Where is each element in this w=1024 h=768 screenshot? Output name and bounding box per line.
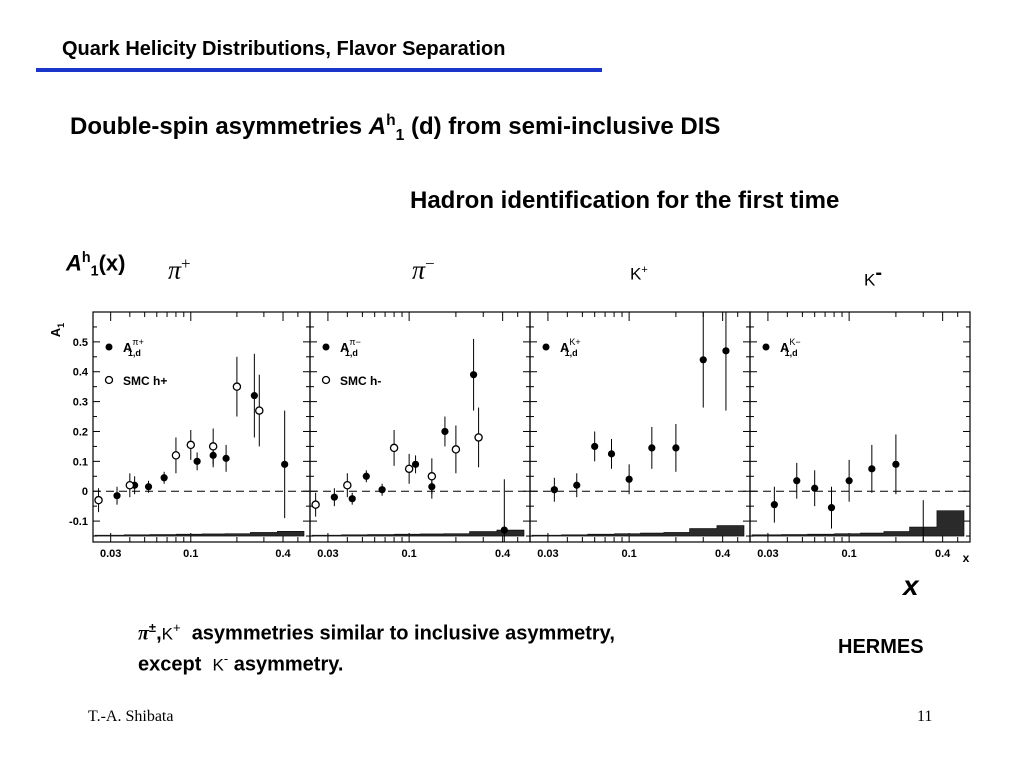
data-point-open xyxy=(210,443,217,450)
legend-label-sub: 1,d xyxy=(344,348,358,358)
subtitle: Hadron identification for the first time xyxy=(410,187,840,214)
data-point-filled xyxy=(441,428,448,435)
data-point-open xyxy=(390,444,397,451)
y-tick-label: 0 xyxy=(81,486,88,499)
y-tick-label: 0.3 xyxy=(72,396,88,409)
legend-marker-filled xyxy=(106,344,113,351)
y-axis-label xyxy=(48,323,66,337)
data-point-filled xyxy=(470,371,477,378)
note-pi-sup: ± xyxy=(148,620,157,635)
y-axis-label-sub: 1 xyxy=(56,322,66,328)
legend-label-sub: 1,d xyxy=(127,348,141,358)
y-tick-label: -0.1 xyxy=(69,516,88,529)
data-point-filled xyxy=(551,486,558,493)
data-point-open xyxy=(452,446,459,453)
panel-1 xyxy=(93,312,310,542)
x-tick-label: 0.4 xyxy=(495,548,511,560)
note-k-sup: + xyxy=(172,620,181,635)
legend-label-sub: 1,d xyxy=(564,348,578,358)
legend-marker-open xyxy=(106,377,113,384)
legend-label-sup: π+ xyxy=(132,337,144,347)
x-tick-label: 0.4 xyxy=(935,548,951,560)
data-point-filled xyxy=(363,473,370,480)
legend-label: SMC h- xyxy=(340,374,382,388)
data-point-filled xyxy=(501,526,508,533)
data-point-filled xyxy=(573,482,580,489)
panel-title-base: π xyxy=(412,255,426,285)
data-point-filled xyxy=(828,504,835,511)
big-x-label: x xyxy=(903,570,919,601)
data-point-open xyxy=(406,465,413,472)
data-point-filled xyxy=(113,492,120,499)
legend-label-base: A xyxy=(123,340,133,355)
panel-title-base: K xyxy=(630,264,642,284)
data-point-open xyxy=(312,501,319,508)
panel-title-base: K xyxy=(864,270,876,290)
note-line2-post: asymmetry. xyxy=(233,653,344,676)
data-point-filled xyxy=(222,455,229,462)
data-point-filled xyxy=(846,477,853,484)
y-tick-label: 0.1 xyxy=(72,456,88,469)
panel-title-sup: - xyxy=(875,262,883,284)
data-point-filled xyxy=(331,494,338,501)
legend-label-sub: 1,d xyxy=(784,348,798,358)
legend-label-base: A xyxy=(340,340,350,355)
legend-label: SMC h+ xyxy=(123,374,168,388)
note-line2-k: K xyxy=(212,655,224,675)
data-point-filled xyxy=(811,485,818,492)
slide-title: Quark Helicity Distributions, Flavor Separation xyxy=(62,38,506,60)
data-point-open xyxy=(256,407,263,414)
legend-label xyxy=(560,337,581,358)
data-point-open xyxy=(95,497,102,504)
data-point-filled xyxy=(626,476,633,483)
headline-post: (d) from semi-inclusive DIS xyxy=(404,113,721,140)
note-k: K xyxy=(161,624,173,644)
note-pi: π xyxy=(138,622,149,645)
plot-label-A: A xyxy=(66,250,82,276)
data-point-open xyxy=(475,434,482,441)
x-tick-label: 0.03 xyxy=(317,548,339,560)
data-point-open xyxy=(233,383,240,390)
x-tick-label: 0.1 xyxy=(183,548,199,560)
x-tick-label: 0.1 xyxy=(841,548,857,560)
x-tick-label: 0.03 xyxy=(757,548,779,560)
legend-marker-filled xyxy=(323,344,330,351)
panel-3 xyxy=(530,312,750,542)
plot-label-sup: h xyxy=(81,250,91,266)
legend-label-sup: K+ xyxy=(569,337,581,347)
data-point-filled xyxy=(281,461,288,468)
systematic-band xyxy=(532,526,744,536)
plot-label-post: (x) xyxy=(98,250,126,276)
data-point-filled xyxy=(412,461,419,468)
legend-label-base: A xyxy=(560,340,570,355)
legend-marker-filled xyxy=(763,344,770,351)
data-point-open xyxy=(126,482,133,489)
x-axis-label: x xyxy=(962,551,970,565)
x-tick-label: 0.03 xyxy=(99,548,122,560)
data-point-open xyxy=(187,441,194,448)
legend-label-base: A xyxy=(780,340,790,355)
legend-marker-filled xyxy=(543,344,550,351)
experiment-label: HERMES xyxy=(838,636,924,658)
systematic-band xyxy=(752,511,964,536)
data-point-filled xyxy=(672,444,679,451)
data-point-filled xyxy=(591,443,598,450)
data-point-open xyxy=(428,473,435,480)
systematic-band xyxy=(95,531,304,536)
panel-2 xyxy=(310,312,530,542)
data-point-filled xyxy=(868,465,875,472)
note-line2-sup: - xyxy=(223,651,229,666)
data-point-filled xyxy=(722,347,729,354)
data-point-filled xyxy=(145,483,152,490)
x-tick-label: 0.03 xyxy=(537,548,559,560)
systematic-band xyxy=(312,530,524,536)
legend-marker-open xyxy=(323,377,330,384)
note-line-2 xyxy=(138,651,343,677)
x-tick-label: 0.4 xyxy=(275,548,291,560)
headline-sub: 1 xyxy=(395,126,405,144)
y-tick-label: 0.4 xyxy=(72,366,88,379)
data-point-open xyxy=(172,452,179,459)
data-point-filled xyxy=(161,474,168,481)
y-tick-label: 0.2 xyxy=(72,426,88,439)
headline-A: A xyxy=(368,113,387,140)
legend-label-sup: K− xyxy=(789,337,801,347)
data-point-filled xyxy=(349,495,356,502)
data-point-filled xyxy=(194,458,201,465)
y-tick-label: 0.5 xyxy=(72,336,88,349)
footer-page: 11 xyxy=(917,708,933,725)
headline-sup: h xyxy=(386,112,396,129)
panel-4 xyxy=(750,312,970,542)
legend-label xyxy=(780,337,801,358)
data-point-filled xyxy=(251,392,258,399)
legend-label-sup: π− xyxy=(349,337,361,347)
data-point-filled xyxy=(608,450,615,457)
x-tick-label: 0.4 xyxy=(715,548,731,560)
data-point-filled xyxy=(379,486,386,493)
footer-author: T.-A. Shibata xyxy=(88,708,174,725)
note-line1-rest: asymmetries similar to inclusive asymmetry, xyxy=(191,622,615,645)
data-point-filled xyxy=(771,501,778,508)
y-axis-label-base: A xyxy=(48,327,63,338)
panel-title-base: π xyxy=(168,255,182,285)
note-line-1 xyxy=(138,620,615,646)
panel-title-sup: + xyxy=(181,254,191,273)
legend-label xyxy=(123,337,144,358)
data-point-open xyxy=(344,482,351,489)
note-comma: , xyxy=(156,622,162,645)
note-line2-pre: except xyxy=(138,653,202,676)
legend-label xyxy=(340,337,361,358)
panel-title-sup: + xyxy=(641,264,648,276)
data-point-filled xyxy=(700,356,707,363)
panel-title-sup: − xyxy=(425,254,435,273)
x-tick-label: 0.1 xyxy=(621,548,637,560)
headline-pre: Double-spin asymmetries xyxy=(70,113,369,140)
data-point-filled xyxy=(793,477,800,484)
data-point-filled xyxy=(648,444,655,451)
plot-label-sub: 1 xyxy=(90,263,99,280)
x-tick-label: 0.1 xyxy=(401,548,417,560)
data-point-filled xyxy=(892,461,899,468)
